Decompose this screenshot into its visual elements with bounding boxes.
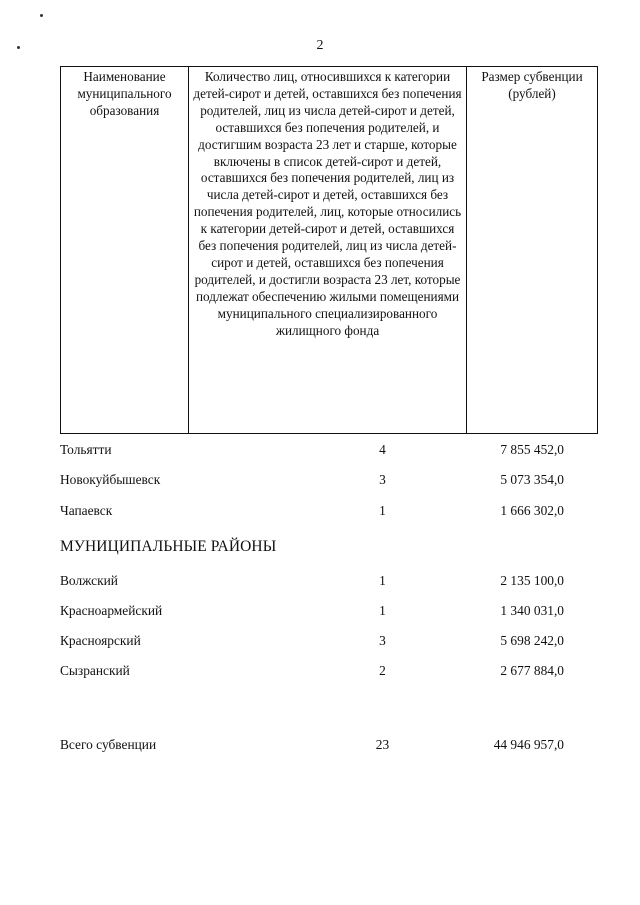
total-label: Всего субвенции [60,737,157,752]
row-name: Красноярский [60,633,141,648]
table-row [60,472,594,490]
total-amount: 44 946 957,0 [493,737,564,752]
row-name: Красноармейский [60,603,163,618]
row-name: Волжский [60,573,118,588]
table-row [60,603,594,621]
row-count: 3 [379,633,386,648]
row-amount: 2 677 884,0 [500,663,564,678]
row-name: Новокуйбышевск [60,472,161,487]
row-name: Тольятти [60,442,112,457]
row-amount: 2 135 100,0 [500,573,564,588]
header-subvention-amount: Размер субвенции (рублей) [467,67,598,434]
table-row [60,573,594,591]
row-amount: 1 340 031,0 [500,603,564,618]
row-amount: 7 855 452,0 [500,442,564,457]
table-header [60,66,598,434]
table-row [60,663,594,681]
row-amount: 1 666 302,0 [500,503,564,518]
row-count: 1 [379,573,386,588]
page-number: 2 [316,38,324,53]
table-row [60,442,594,460]
header-municipality-name: Наименование муниципального образования [61,67,189,434]
row-count: 3 [379,472,386,487]
total-count: 23 [375,737,390,752]
scan-speck [40,14,43,17]
table-row [60,503,594,521]
row-count: 1 [379,503,386,518]
table-row [60,633,594,651]
row-name: Чапаевск [60,503,113,518]
row-count: 1 [379,603,386,618]
row-amount: 5 073 354,0 [500,472,564,487]
row-amount: 5 698 242,0 [500,633,564,648]
total-row [60,737,594,755]
header-persons-count: Количество лиц, относившихся к категории детей-сирот и детей, оставшихся без попечения родителей, лиц из числа детей-сирот и детей, оставшихся без попечения родителей, и достигшим возраста 23 лет и старше, которые включены в список детей-сирот и детей, оставшихся без попечения родителей, лиц из числа детей-сирот и детей, оставшихся без попечения родителей, лиц, которые относились к категории детей-сирот и детей, оставшихся без попечения родителей, лиц из числа детей-сирот и детей, оставшихся без попечения родителей, и достигли возраста 23 лет, которые подлежат обеспечению жилыми помещениями муниципального специализированного жилищного фонда [189,67,467,434]
row-count: 2 [379,663,386,678]
section-title: МУНИЦИПАЛЬНЫЕ РАЙОНЫ [60,538,277,555]
row-count: 4 [379,442,386,457]
row-name: Сызранский [60,663,130,678]
